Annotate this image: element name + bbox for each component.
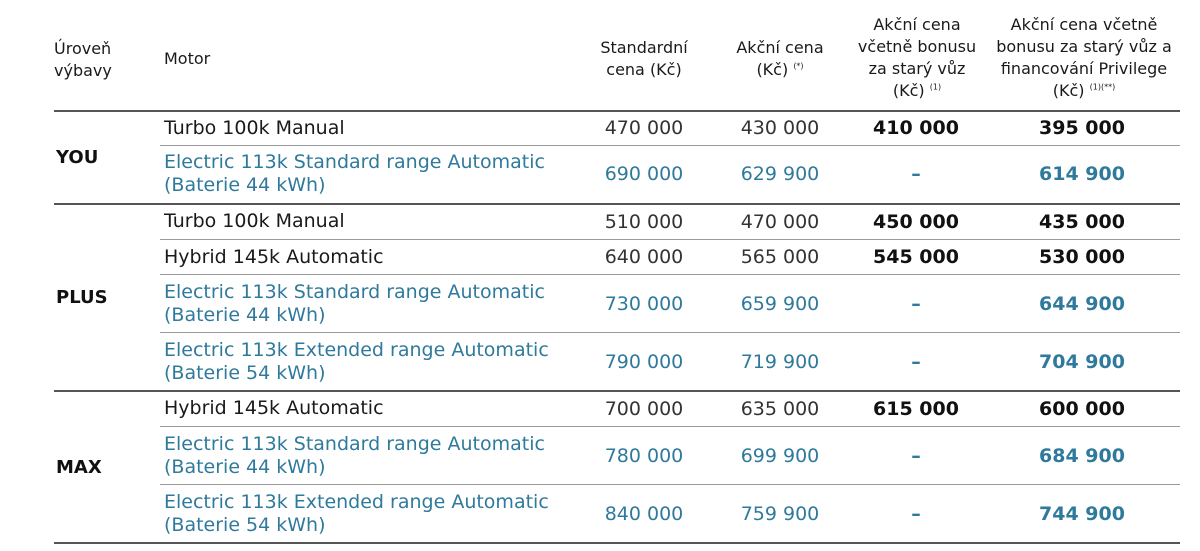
header-level: [54, 38, 144, 82]
table-row: [0, 333, 1200, 390]
bonus-fin-price-cell: 644 900: [1039, 292, 1125, 315]
header-standard-price-label: Standardní cena (Kč): [600, 38, 688, 79]
header-bonus-price-label: Akční cena včetně bonusu za starý vůz (Kč): [857, 15, 977, 100]
promo-price-cell: 565 000: [740, 246, 820, 268]
motor-cell: Electric 113k Standard range Automatic (Baterie 44 kWh): [164, 280, 545, 326]
bonus-fin-price-cell: 704 900: [1039, 350, 1125, 373]
header-bonus-price: [852, 14, 982, 102]
standard-price-cell: 640 000: [604, 246, 684, 268]
promo-price-cell: 470 000: [740, 210, 820, 233]
header-promo-price-label: Akční cena (Kč): [736, 38, 824, 79]
standard-price-cell: 730 000: [604, 292, 684, 315]
bonus-price-cell: –: [911, 292, 921, 315]
row-divider: [160, 426, 1180, 427]
bonus-fin-price-cell: 744 900: [1039, 502, 1125, 525]
motor-cell: Hybrid 145k Automatic: [164, 397, 384, 419]
promo-price-cell: 719 900: [740, 350, 820, 373]
bonus-price-cell: 450 000: [873, 210, 959, 233]
table-row: [0, 204, 1200, 239]
header-motor-label: Motor: [164, 49, 211, 68]
row-divider: [160, 332, 1180, 333]
bonus-price-cell: –: [911, 444, 921, 467]
motor-cell: Electric 113k Standard range Automatic (Baterie 44 kWh): [164, 151, 545, 196]
promo-price-cell: 699 900: [740, 444, 820, 467]
motor-cell: Electric 113k Extended range Automatic (Baterie 54 kWh): [164, 338, 549, 384]
group-level-max-label: MAX: [56, 456, 102, 478]
bonus-fin-price-cell: 684 900: [1039, 444, 1125, 467]
bonus-price-cell: –: [911, 350, 921, 373]
header-level-label: Úroveň výbavy: [54, 39, 112, 80]
bonus-fin-price-cell: 530 000: [1039, 246, 1125, 268]
standard-price-cell: 470 000: [604, 117, 684, 139]
table-row: [0, 275, 1200, 332]
group-divider: [54, 203, 1180, 205]
standard-price-cell: 840 000: [604, 502, 684, 525]
bonus-fin-price-cell: 614 900: [1039, 163, 1125, 185]
bonus-price-cell: 615 000: [873, 397, 959, 420]
table-row: [0, 240, 1200, 274]
motor-cell: Electric 113k Extended range Automatic (Baterie 54 kWh): [164, 490, 549, 536]
bonus-fin-price-cell: 600 000: [1039, 397, 1125, 420]
promo-price-cell: 759 900: [740, 502, 820, 525]
header-motor: [164, 48, 284, 70]
motor-cell: Electric 113k Standard range Automatic (Baterie 44 kWh): [164, 432, 545, 478]
header-promo-price-footnote: (*): [793, 61, 804, 71]
standard-price-cell: 700 000: [604, 397, 684, 420]
motor-cell: Hybrid 145k Automatic: [164, 245, 384, 268]
table-row: [0, 427, 1200, 484]
table-row: [0, 111, 1200, 145]
table-row: [0, 145, 1200, 203]
motor-cell: Turbo 100k Manual: [164, 116, 345, 139]
header-bonus-price-footnote: (1): [929, 82, 942, 92]
standard-price-cell: 690 000: [604, 163, 684, 185]
header-rule: [54, 110, 1180, 112]
header-standard-price: [588, 36, 700, 82]
bonus-fin-price-cell: 395 000: [1039, 117, 1125, 139]
header-bonus-fin-price-footnote: (1)(**): [1089, 82, 1116, 92]
header-promo-price: [726, 36, 834, 82]
group-divider: [54, 390, 1180, 392]
row-divider: [160, 484, 1180, 485]
bonus-price-cell: –: [911, 163, 921, 185]
row-divider: [160, 239, 1180, 240]
table-bottom-rule: [54, 542, 1180, 544]
bonus-fin-price-cell: 435 000: [1039, 210, 1125, 233]
header-bonus-fin-price: [988, 14, 1180, 102]
row-divider: [160, 145, 1180, 146]
standard-price-cell: 790 000: [604, 350, 684, 373]
motor-cell: Turbo 100k Manual: [164, 210, 345, 232]
table-row: [0, 391, 1200, 426]
promo-price-cell: 659 900: [740, 292, 820, 315]
bonus-price-cell: 410 000: [873, 117, 959, 139]
group-level-plus-label: PLUS: [56, 286, 108, 308]
table-row: [0, 485, 1200, 542]
group-level-you-label: YOU: [56, 146, 99, 168]
standard-price-cell: 780 000: [604, 444, 684, 467]
standard-price-cell: 510 000: [604, 210, 684, 233]
bonus-price-cell: 545 000: [873, 246, 959, 268]
promo-price-cell: 430 000: [740, 117, 820, 139]
row-divider: [160, 274, 1180, 275]
promo-price-cell: 629 900: [740, 163, 820, 185]
header-bonus-fin-price-label: Akční cena včetně bonusu za starý vůz a financování Privilege (Kč): [996, 15, 1172, 100]
promo-price-cell: 635 000: [740, 397, 820, 420]
bonus-price-cell: –: [911, 502, 921, 525]
